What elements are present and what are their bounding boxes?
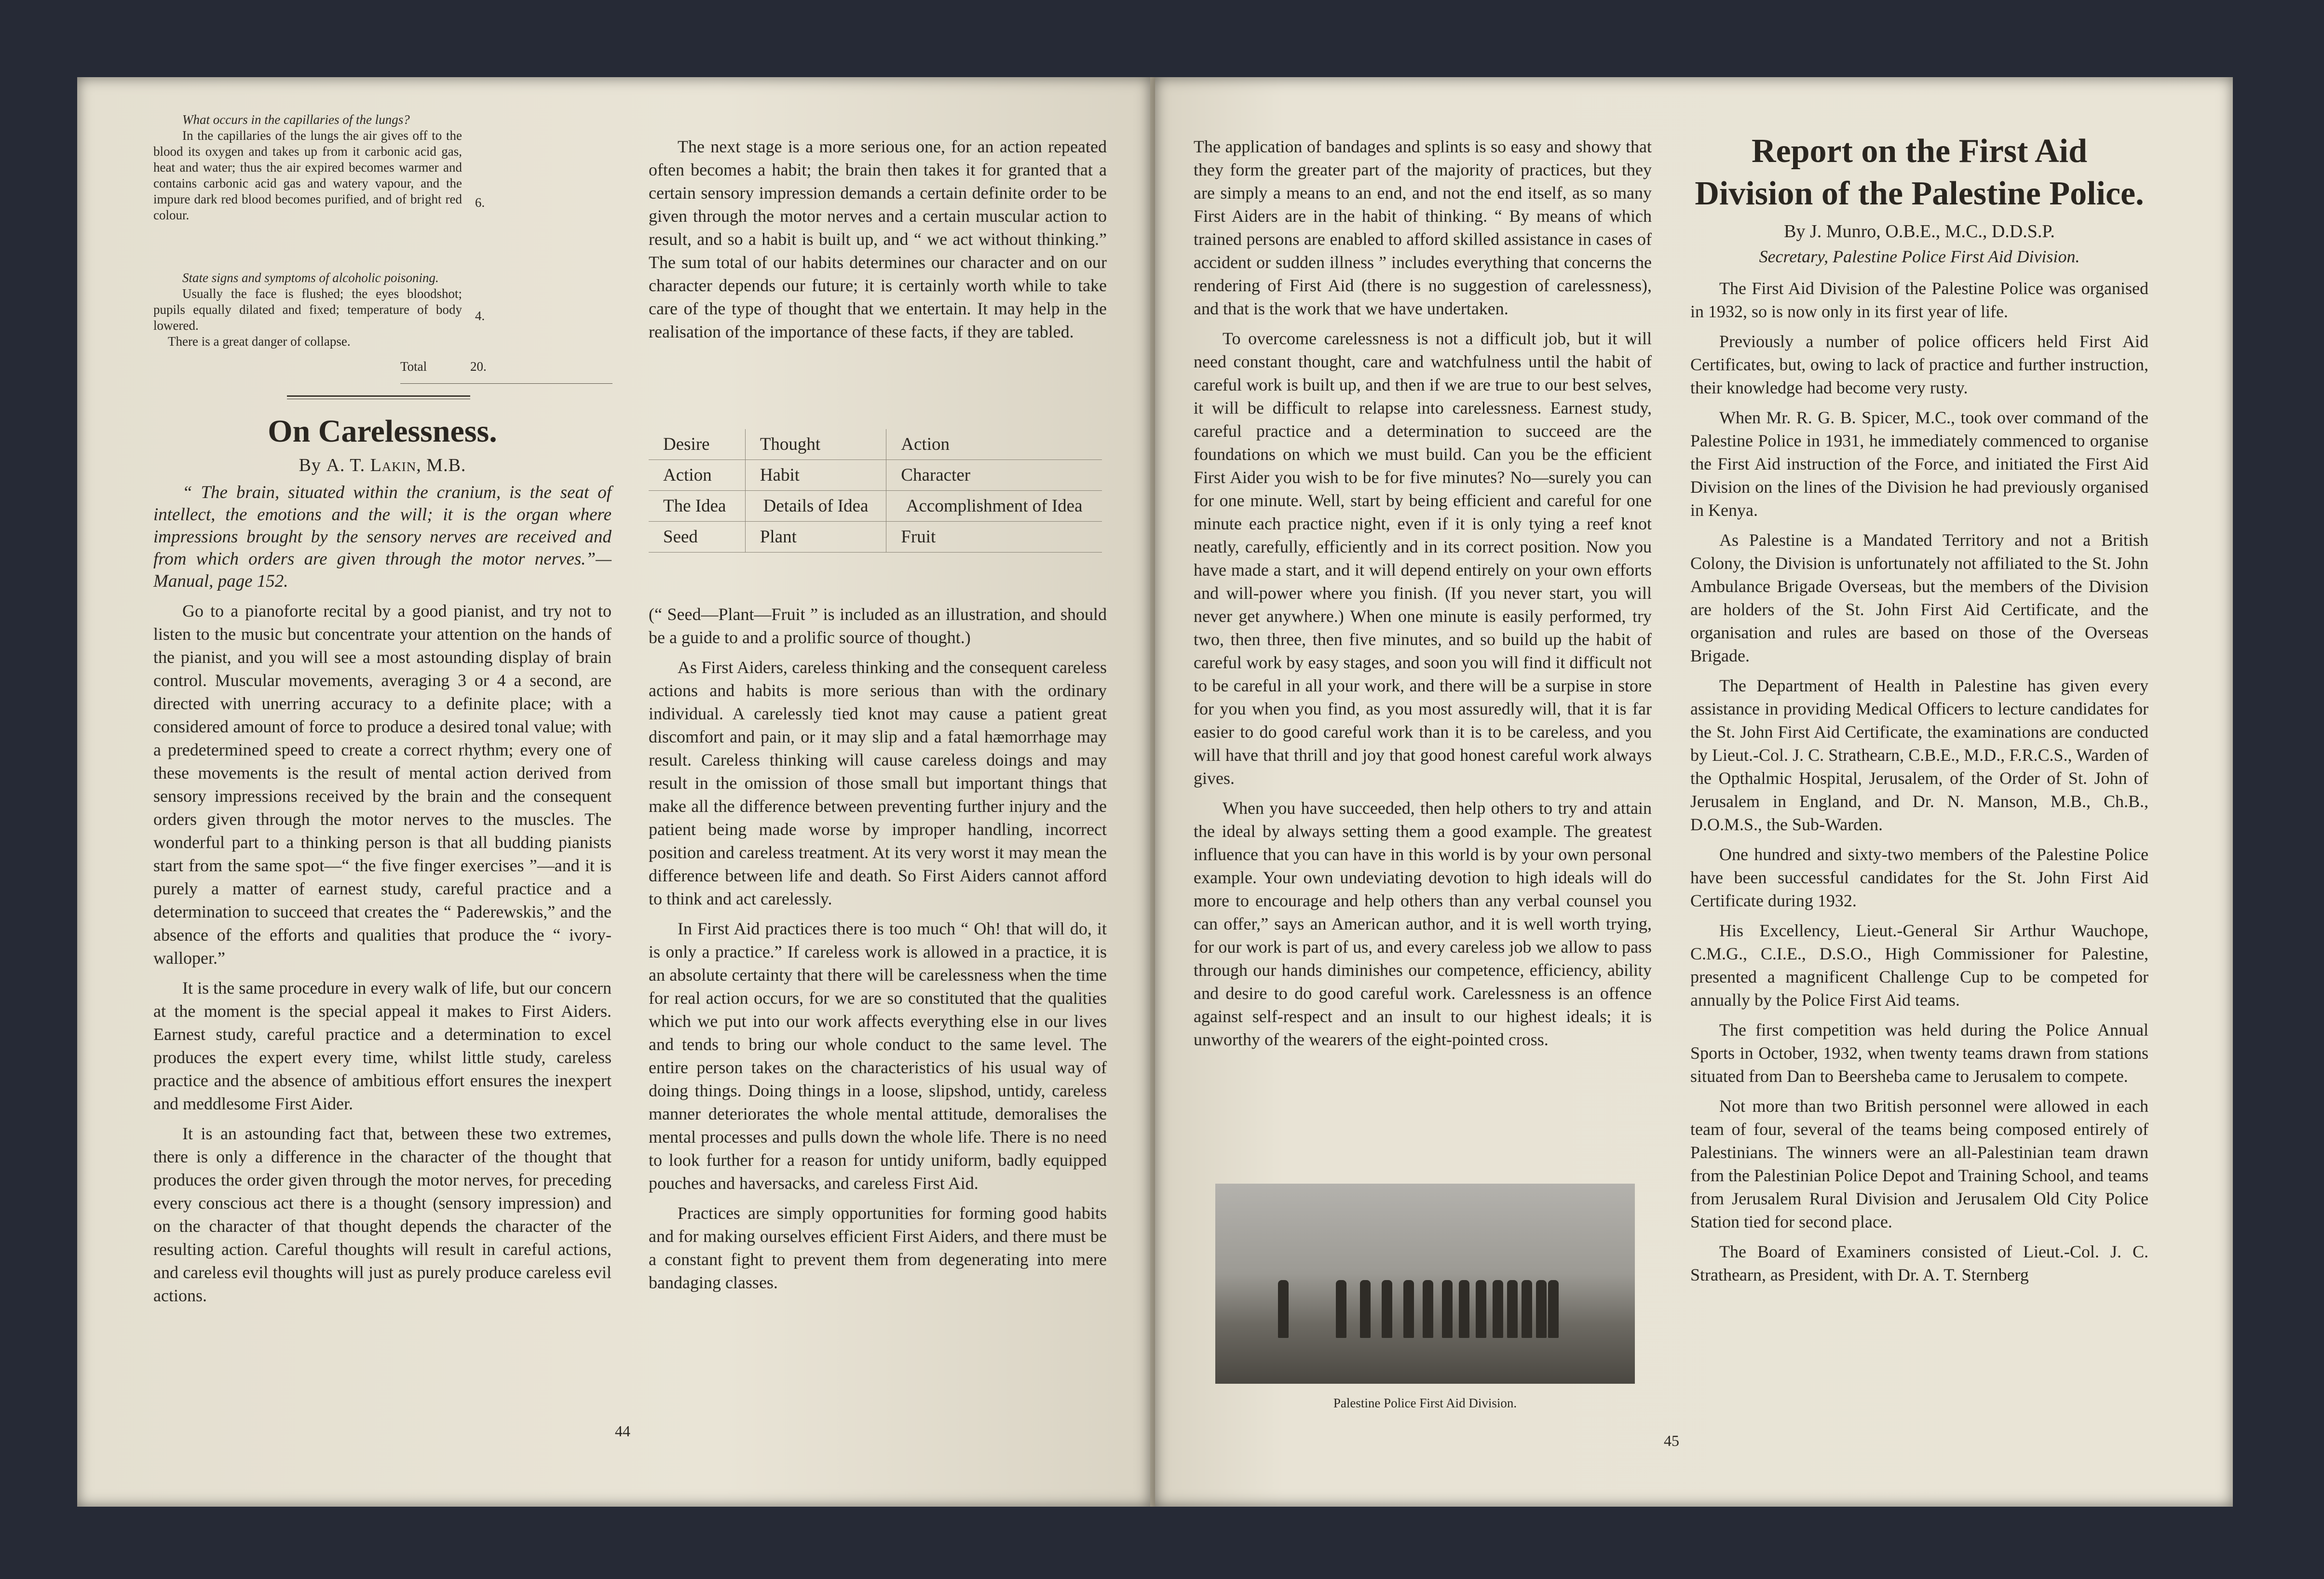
table-cell: Accomplishment of Idea [886,491,1102,522]
table-cell: Fruit [886,522,1102,553]
byline-prefix: By [299,455,321,475]
alcohol-mark: 4. [475,309,485,323]
table-row [649,491,1102,522]
col4-paragraph: The Board of Examiners consisted of Lieut.-Col. J. C. Strathearn, as President, with Dr. A. T. Sternberg [1690,1242,2148,1284]
alcohol-answer-1: Usually the face is flushed; the eyes bloodshot; pupils equally dilated and fixed; temperature of body lowered. [153,286,462,333]
table-cell: Details of Idea [745,491,886,522]
section-divider [287,395,470,399]
alcohol-answer-block [153,270,462,350]
col1-paragraph: It is an astounding fact that, between these two extremes, there is only a difference in the character of the thought that produces the order given through the motor nerves, for preceding every conscious act there is a thought (sensory impression) and on the character of that thought depends the character of the resulting action. Careful thoughts will result in careful actions, and careless evil thoughts will just as purely produce careless evil actions. [153,1124,612,1305]
table-row [649,522,1102,553]
police-first-aid-photo [1215,1184,1635,1384]
column-3 [1194,135,1652,1058]
report-role: Secretary, Palestine Police First Aid Division. [1759,247,2080,266]
col4-paragraph: Not more than two British personnel were allowed in each team of four, several of the teams being composed entirely of Palestinians. The winners were an all-Palestinian team drawn from the Palestinian Police Depot and Training School, and teams from Jerusalem Rural Division and Jerusalem Old City Police Station tied for second place. [1690,1096,2148,1231]
col4-paragraph: His Excellency, Lieut.-General Sir Arthur Wauchope, C.M.G., C.I.E., D.S.O., High Commissioner for Palestine, presented a magnificent Challenge Cup to be competed for annually by the Police First Aid teams. [1690,921,2148,1010]
column-2 [649,603,1107,1301]
col4-paragraph: The First Aid Division of the Palestine Police was organised in 1932, so is now only in its first year of life. [1690,279,2148,321]
alcohol-answer-2: There is a great danger of collapse. [168,334,351,349]
col3-paragraph: The application of bandages and splints is so easy and showy that they form the greater part of the majority of practices, but they are simply a means to an end, and not the end itself, as so many First Aiders are in the habit of thinking. “ By means of which trained persons are enabled to afford skilled assistance in cases of accident or sudden illness ” includes everything that concerns the rendering of First Aid (there is no suggestion of carelessness), and that is the work that we have undertaken. [1194,137,1652,318]
col4-paragraph: The Department of Health in Palestine has given every assistance in providing Medical Officers to lecture candidates for the St. John First Aid Certificate, the examinations are conducted by Lieut.-Col. J. C. Strathearn, C.B.E., M.D., F.R.C.S., Warden of the Opthalmic Hospital, Jerusalem, of the Order of St. John of Jerusalem in England, and Dr. N. Manson, M.B., Ch.B., D.O.M.S., the Sub-Warden. [1690,676,2148,834]
photo-caption: Palestine Police First Aid Division. [1333,1396,1517,1410]
table-cell: Plant [745,522,886,553]
report-byline: By J. Munro, O.B.E., M.C., D.D.S.P. [1784,221,2055,242]
author-name: A. T. Lakin, M.B. [326,455,466,475]
col4-paragraph: When Mr. R. G. B. Spicer, M.C., took over command of the Palestine Police in 1931, he immediately commenced to organise the First Aid instruction of the Force, and initiated the First Aid Division on the lines of the Division he had previously organised in Kenya. [1690,408,2148,520]
article-title: On Carelessness. [268,414,497,449]
col1-paragraph: It is the same procedure in every walk of life, but our concern at the moment is the special appeal it makes to First Aiders. Earnest study, careful practice and a determination to excel produces the expert every time, whilst little study, careless practice and the absence of ambitious effort ensures the inexpert and meddlesome First Aider. [153,978,612,1113]
col3-paragraph: To overcome carelessness is not a difficult job, but it will need constant thought, care and watchfulness until the habit of careful work is built up, and then if we are true to our best selves, it will be difficult to relapse into carelessness. Earnest study, careful practice and a determination to succeed are the foundations on which we must build. Can you be the efficient First Aider you wish to be for five minutes? No—surely you can for one minute. Well, start by being efficient and careful for one minute each practice night, even if it is only tying a reef knot neatly, carefully, efficiently and in its correct position. Now you have made a start, and it will depend entirely on your own efforts and will-power where you finish. (If you never start, you will never get anywhere.) When one minute is easily performed, try two, then three, then five minutes, and so build up the habit of careful work by easy stages, and soon you will find it difficult not to be careful in all your work, and there will be a surpise in store for you when you find, as you most assuredly will, that it is far easier to do good careful work than it is to be careless, and you will have that thrill and joy that good honest careful work always gives. [1194,329,1652,788]
col4-paragraph: The first competition was held during the Police Annual Sports in October, 1932, when twenty teams drawn from stations situated from Dan to Beersheba came to Jerusalem to compete. [1690,1020,2148,1086]
col4-paragraph: Previously a number of police officers held First Aid Certificates, but, owing to lack of practice and further instruction, their knowledge had become very rusty. [1690,332,2148,397]
table-cell: Action [649,460,745,491]
lung-question: What occurs in the capillaries of the lungs? [182,112,410,127]
page-number-left: 44 [615,1422,630,1440]
table-cell: Thought [745,429,886,460]
lung-answer: In the capillaries of the lungs the air gives off to the blood its oxygen and takes up from it carbonic acid gas, heat and water; thus the air expired becomes warmer and contains carbonic acid gas and watery vapour, and the impure dark red blood becomes purified, and of bright red colour. [153,128,462,222]
epigraph: “ The brain, situated within the cranium, is the seat of intellect, the emotions and the will; it is the organ where impressions brought by the sensory nerves are received and from which orders are given through the motor nerves.”— Manual, page 152. [153,483,612,591]
table-cell: Action [886,429,1102,460]
lung-answer-block [153,112,462,223]
column-2-intro [649,135,1107,350]
report-title: Report on the First Aid Division of the Palestine Police. [1695,133,2144,212]
column-4 [1690,130,2148,1293]
page-number-right: 45 [1664,1432,1679,1449]
col4-paragraph: As Palestine is a Mandated Territory and not a British Colony, the Division is unfortunately not affiliated to the St. John Ambulance Brigade Overseas, but the members of the Division are holders of the St. John First Aid Certificate, and the organisation and rules are based on those of the Overseas Brigade. [1690,530,2148,665]
total-rule [400,383,612,384]
table-cell: Seed [649,522,745,553]
col2-paragraph: In First Aid practices there is too much “ Oh! that will do, it is only a practice.” If careless work is allowed in a practice, it is an absolute certainty that there will be carelessness when the time for real action occurs, for we are so constituted that the qualities which we put into our work affects everything else in our lives and tends to bring our whole conduct to the same level. The entire person takes on the characteristics of his usual way of doing things. Doing things in a loose, slipshod, untidy, careless manner deteriorates the whole mental attitude, demoralises the mental processes and pulls down the whole life. There is no need to look further for a reason for untidy uniform, badly equipped pouches and haversacks, and careless First Aid. [649,919,1107,1193]
article-byline [153,454,612,477]
col2-intro-paragraph: The next stage is a more serious one, for an action repeated often becomes a habit; the brain then takes it for granted that a certain sensory impression demands a certain definite order to be given through the motor nerves and a certain muscular action to result, and so a habit is built up, and “ we act without thinking.” The sum total of our habits determines our character and on our character depends our future; it is certainly worth while to take care of the type of thought that we entertain. It may help in the realisation of the importance of these facts, if they are tabled. [649,137,1107,341]
col1-paragraph: Go to a pianoforte recital by a good pianist, and try not to listen to the music but concentrate your attention on the hands of the pianist, and you will see a most astounding display of brain control. Muscular movements, averaging 3 or 4 a second, are directed with unerring accuracy to a definite place; with a considered amount of force to produce a desired tonal value; with a predetermined speed to create a correct rhythm; every one of these movements is the result of mental action derived from sensory impressions received by the brain and the consequent orders given through the motor nerves to the muscles. The wonderful part to a thinking person is that all budding pianists start from the same spot—“ the five finger exercises ”—and it is purely a matter of earnest study, careful practice and a determination to succeed that creates the “ Paderewskis,” and the absence of the efforts and qualities that produce the “ ivory-walloper.” [153,601,612,968]
alcohol-question: State signs and symptoms of alcoholic poisoning. [182,270,439,285]
col2-paragraph: (“ Seed—Plant—Fruit ” is included as an illustration, and should be a guide to and a prolific source of thought.) [649,605,1107,647]
col4-paragraph: One hundred and sixty-two members of the Palestine Police have been successful candidates for the St. John First Aid Certificate during 1932. [1690,845,2148,910]
col2-paragraph: As First Aiders, careless thinking and the consequent careless actions and habits is more serious than with the ordinary individual. A carelessly tied knot may cause a patient great discomfort and pain, or it may slip and a fatal hæmorrhage may result. Careless thinking will cause careless doings and may result in the omission of those small but important things that make all the difference between preventing further injury and the patient being made worse by improper handling, incorrect position and careless treatment. At its very worst it may mean the difference between life and death. So First Aiders cannot afford to think and act carelessly. [649,658,1107,908]
column-1 [153,412,612,1314]
table-cell: Desire [649,429,745,460]
table-row [649,429,1102,460]
table-row [649,460,1102,491]
total-value: 20. [470,359,487,374]
table-cell: Character [886,460,1102,491]
table-cell: The Idea [649,491,745,522]
col3-paragraph: When you have succeeded, then help others to try and attain the ideal by always setting them a good example. The greatest influence that you can have in this world is by your own personal example. Your own undeviating devotion to high ideals will do more to encourage and help others than any verbal counsel you can offer,” says an American author, and it is well worth trying, for our work is part of us, and every careless job we allow to pass through our hands diminishes our competence, efficiency, ability and desire to do good careful work. Carelessness is an offence against self-respect and an insult to our highest ideals; it is unworthy of the wearers of the eight-pointed cross. [1194,798,1652,1049]
total-label: Total [400,359,427,374]
thought-action-table [649,429,1102,553]
lung-mark: 6. [475,195,485,210]
col2-paragraph: Practices are simply opportunities for forming good habits and for making ourselves efficient First Aiders, and there must be a constant fight to prevent them from degenerating into mere bandaging classes. [649,1203,1107,1292]
table-cell: Habit [745,460,886,491]
